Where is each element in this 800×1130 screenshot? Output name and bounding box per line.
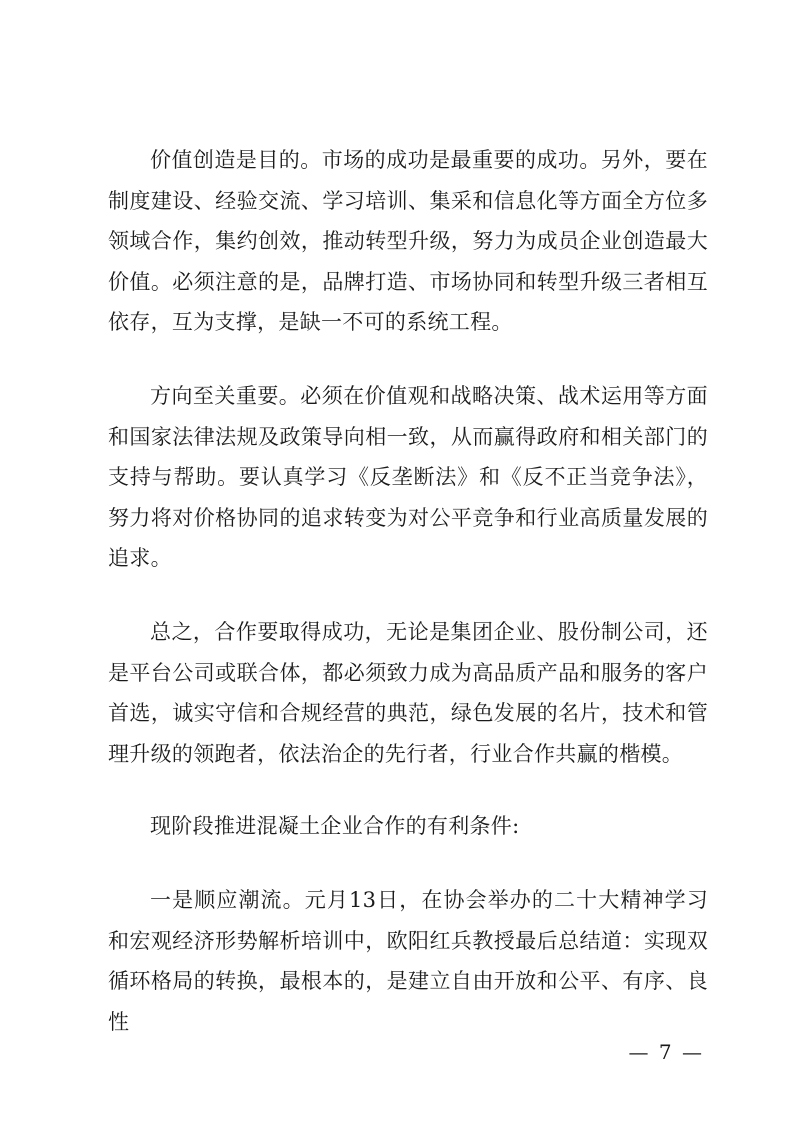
- paragraph-first-condition: 一是顺应潮流。元月13日，在协会举办的二十大精神学习和宏观经济形势解析培训中，欧阳红兵教授最后总结道：实现双循环格局的转换，最根本的，是建立自由开放和公平、有序、良性: [108, 888, 708, 1034]
- paragraph-value-creation: 价值创造是目的。市场的成功是最重要的成功。另外，要在制度建设、经验交流、学习培训、集采和信息化等方面全方位多领域合作，集约创效，推动转型升级，努力为成员企业创造最大价值。必须注意的是，品牌打造、市场协同和转型升级三者相互依存，互为支撑，是缺一不可的系统工程。: [108, 148, 708, 334]
- paragraph-conclusion: 总之，合作要取得成功，无论是集团企业、股份制公司，还是平台公司或联合体，都必须致力成为高品质产品和服务的客户首选，诚实守信和合规经营的典范，绿色发展的名片，技术和管理升级的领跑者，依法治企的先行者，行业合作共赢的楷模。: [108, 620, 708, 766]
- page-number: — 7 —: [628, 1040, 704, 1064]
- paragraph-direction: 方向至关重要。必须在价值观和战略决策、战术运用等方面和国家法律法规及政策导向相一致，从而赢得政府和相关部门的支持与帮助。要认真学习《反垄断法》和《反不正当竞争法》，努力将对价格协同的追求转变为对公平竞争和行业高质量发展的追求。: [108, 384, 708, 570]
- paragraph-favorable-conditions-heading: 现阶段推进混凝土企业合作的有利条件:: [150, 814, 520, 838]
